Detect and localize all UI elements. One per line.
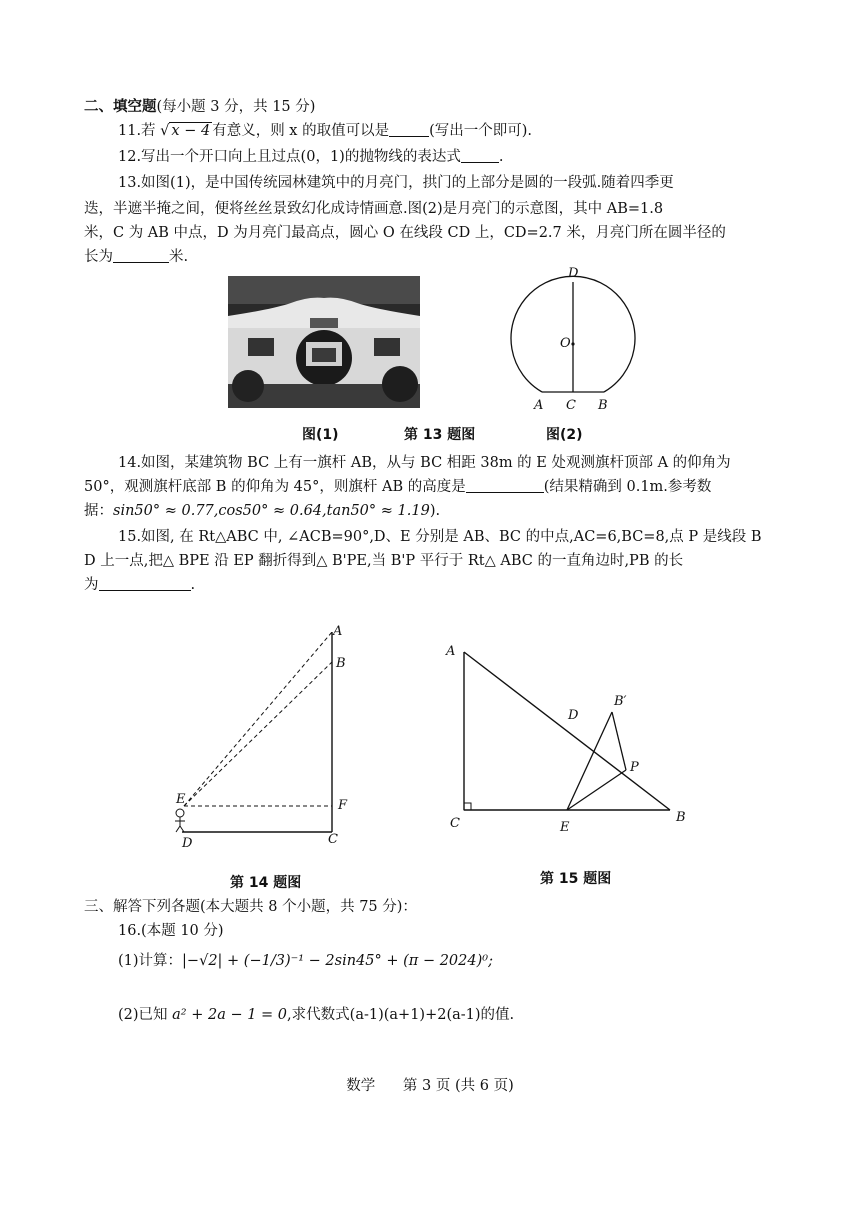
label-B: B [598, 398, 608, 413]
footer-page-number: 第 3 页 (共 6 页) [402, 1078, 514, 1094]
q11-text-pre: 11.若 [118, 123, 161, 139]
q16-part-2 [118, 1004, 818, 1026]
segment-BpP [612, 712, 626, 770]
q13-caption-fig2: 图(2) [546, 427, 583, 443]
q12-text: 12.写出一个开口向上且过点(0，1)的抛物线的表达式 [118, 149, 461, 165]
q16-part-2-label: (2)已知 [118, 1007, 173, 1023]
q15-caption: 第 15 题图 [540, 871, 612, 887]
center-O [571, 342, 574, 345]
q14-label-B: B [336, 656, 346, 671]
sight-line-EB [184, 662, 332, 806]
q15-line-1: 15.如图, 在 Rt△ABC 中, ∠ACB=90°,D、E 分别是 AB、BC 的中点,AC=6,BC=8,点 P 是线段 B [118, 529, 762, 545]
q14-label-F: F [338, 798, 348, 813]
q14-text-pre: 50°，观测旗杆底部 B 的仰角为 45°，则旗杆 AB 的高度是 [84, 479, 466, 495]
section-3-title: 三、解答下列各题(本大题共 8 个小题，共 75 分)： [84, 899, 417, 915]
q15-line-2: D 上一点,把△ BPE 沿 EP 翻折得到△ B'PE,当 B'P 平行于 Rt△ ABC 的一直角边时,PB 的长 [84, 553, 684, 569]
label-D: D [568, 266, 579, 281]
q13-line-2: 迭，半遮半掩之间，便将丝丝景致幻化成诗情画意.图(2)是月亮门的示意图，其中 AB=1.8 [84, 201, 664, 217]
q12-text-tail: . [498, 149, 504, 165]
q14-caption: 第 14 题图 [230, 875, 302, 891]
q15-label-P: P [630, 760, 639, 775]
q14-figure [160, 620, 360, 840]
q14-trig-values: sin50° ≈ 0.77,cos50° ≈ 0.64,tan50° ≈ 1.19 [113, 503, 430, 519]
page-footer [0, 1074, 860, 1095]
q15-label-B: B [676, 810, 686, 825]
q14-label-C: C [328, 832, 338, 847]
q11-text-post: 有意义，则 x 的取值可以是 [212, 123, 390, 139]
question-11 [118, 120, 818, 142]
q12-answer-blank[interactable] [461, 148, 499, 163]
q15-line-3 [84, 574, 784, 596]
q15-label-C: C [450, 816, 460, 831]
q15-label-E: E [560, 820, 570, 835]
q14-line-3 [84, 500, 784, 522]
q15-label-Bprime: B′ [614, 694, 627, 709]
q14-label-A: A [333, 624, 343, 639]
sqrt-sign: √ [160, 123, 170, 139]
hypotenuse-AB [464, 652, 670, 810]
section-2-note: (每小题 3 分，共 15 分) [156, 99, 316, 115]
q13-text-post: 米. [169, 249, 189, 265]
label-O: O [560, 336, 571, 351]
q14-line-1: 14.如图，某建筑物 BC 上有一旗杆 AB，从与 BC 相距 38m 的 E 处观测旗杆顶部 A 的仰角为 [118, 455, 731, 471]
label-A: A [534, 398, 544, 413]
q13-answer-blank[interactable] [113, 248, 169, 263]
q13-caption-main: 第 13 题图 [404, 427, 476, 443]
q11-text-tail: (写出一个即可). [429, 123, 533, 139]
q14-label-E: E [176, 792, 186, 807]
q14-text-post: (结果精确到 0.1m.参考数 [543, 479, 712, 495]
q16-part-1 [118, 948, 818, 974]
q14-label-D: D [182, 836, 193, 851]
q16-equation: a² + 2a − 1 = 0 [172, 1007, 288, 1023]
q14-text-end: ). [429, 503, 441, 519]
q15-answer-blank[interactable] [99, 576, 191, 591]
label-C: C [566, 398, 576, 413]
q13-line-1: 13.如图(1)，是中国传统园林建筑中的月亮门，拱门的上部分是圆的一段弧.随着四季更 [118, 175, 674, 191]
sight-line-EA [184, 632, 332, 806]
observer-icon [175, 809, 185, 832]
question-12 [118, 146, 818, 168]
q14-answer-blank[interactable] [466, 478, 544, 493]
q16-expression: |−√2| + (−1/3)⁻¹ − 2sin45° + (π − 2024)⁰; [182, 953, 493, 969]
q15-figure [450, 640, 680, 820]
q11-answer-blank[interactable] [389, 122, 429, 137]
q13-text-pre: 长为 [84, 249, 113, 265]
q15-text-post: . [190, 577, 196, 593]
footer-subject: 数学 [346, 1078, 376, 1094]
q16-part-1-label: (1)计算： [118, 953, 183, 969]
q13-caption-fig1: 图(1) [302, 427, 339, 443]
q14-line-2 [84, 476, 784, 498]
q15-text-pre: 为 [84, 577, 99, 593]
q15-label-D: D [568, 708, 579, 723]
q15-label-A: A [446, 644, 456, 659]
q13-line-4 [84, 246, 784, 268]
q14-data-label: 据： [84, 503, 113, 519]
q11-radicand: x − 4 [171, 123, 211, 139]
right-angle-mark [464, 803, 471, 810]
q13-line-3: 米，C 为 AB 中点，D 为月亮门最高点，圆心 O 在线段 CD 上，CD=2.7 米，月亮门所在圆半径的 [84, 225, 726, 241]
section-2-header [84, 96, 784, 118]
section-2-title: 二、填空题 [84, 99, 157, 115]
q16-part-2-text: ,求代数式(a-1)(a+1)+2(a-1)的值. [287, 1007, 515, 1023]
q16-header: 16.(本题 10 分) [118, 923, 224, 939]
q13-photo-moon-gate [228, 276, 420, 408]
